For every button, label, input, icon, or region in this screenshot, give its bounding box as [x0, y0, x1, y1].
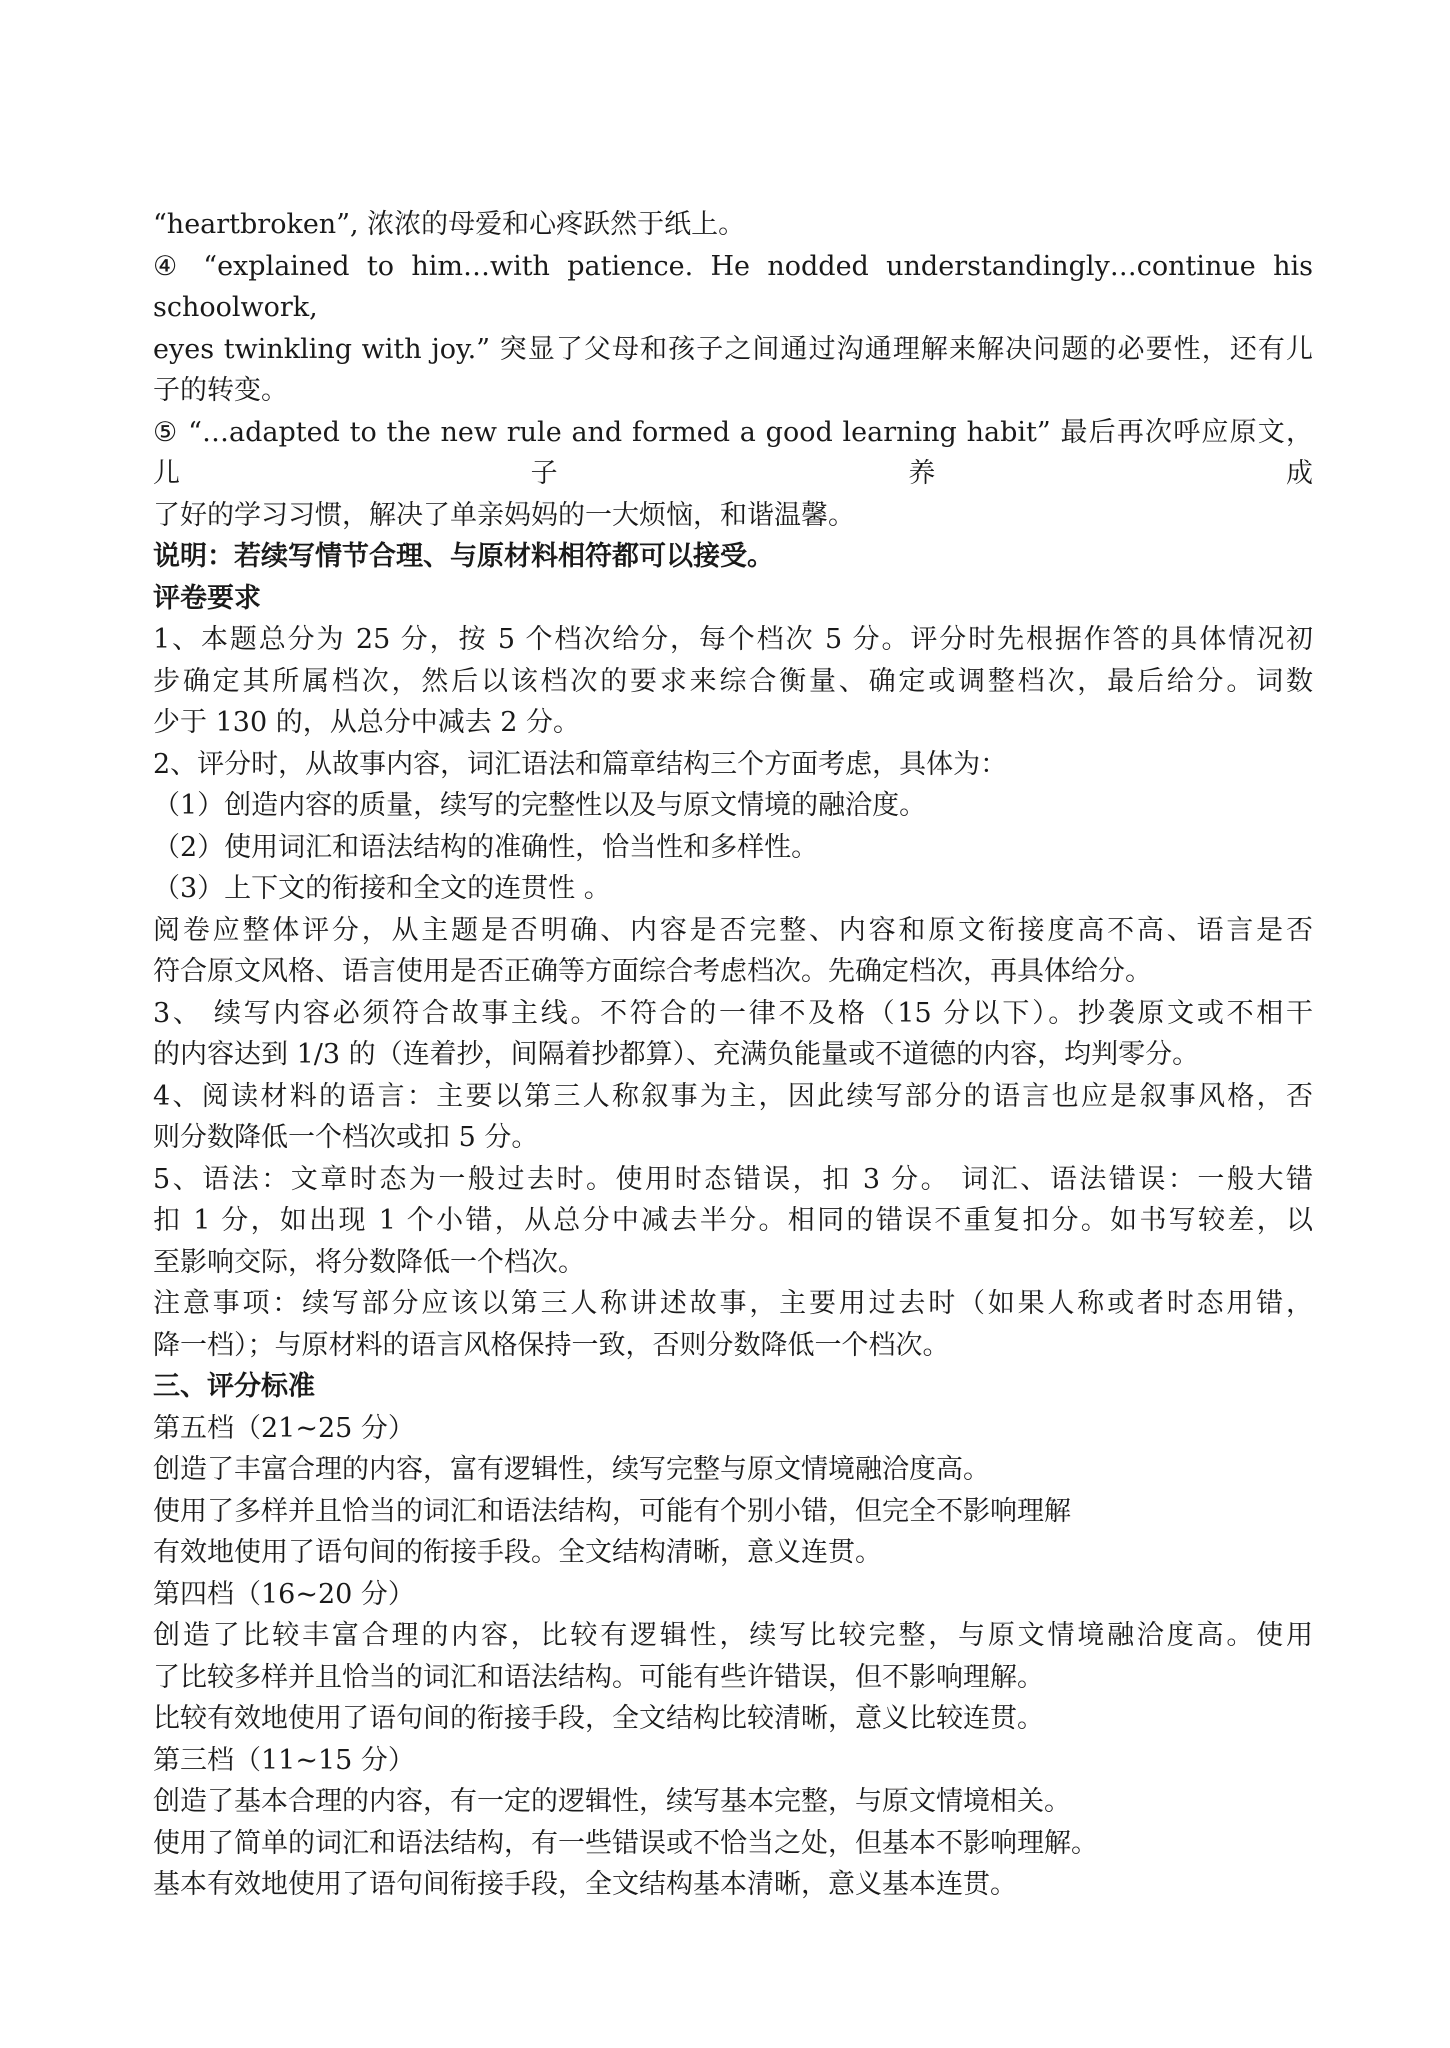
tier-4-line-2: 了比较多样并且恰当的词汇和语法结构。可能有些许错误，但不影响理解。 [153, 1661, 1044, 1693]
answer-item-4-line-3: 子的转变。 [153, 375, 288, 406]
overall-scoring-line-1: 阅卷应整体评分，从主题是否明确、内容是否完整、内容和原文衔接度高不高、语言是否 [153, 914, 1313, 946]
document-page [153, 204, 1313, 1906]
grading-requirements-heading: 评卷要求 [153, 582, 261, 614]
requirement-5-line-1: 5、语法：文章时态为一般过去时。使用时态错误，扣 3 分。 词汇、语法错误：一般大错 [153, 1163, 1313, 1195]
requirement-5-line-2: 扣 1 分，如出现 1 个小错，从总分中减去半分。相同的错误不重复扣分。如书写较差，以 [153, 1205, 1313, 1236]
tier-5-title: 第五档（21~25 分） [153, 1412, 415, 1444]
requirement-2-item-3: （3）上下文的衔接和全文的连贯性 。 [153, 873, 611, 904]
answer-continuation-line: “heartbroken”, 浓浓的母爱和心疼跃然于纸上。 [153, 209, 746, 240]
tier-5-line-2: 使用了多样并且恰当的词汇和语法结构，可能有个别小错，但完全不影响理解 [153, 1495, 1071, 1527]
tier-3-line-3: 基本有效地使用了语句间衔接手段，全文结构基本清晰，意义基本连贯。 [153, 1869, 1017, 1900]
answer-item-4-line-2: eyes twinkling with joy.” 突显了父母和孩子之间通过沟通理解来解决问题的必要性，还有儿 [153, 333, 1313, 365]
requirement-1-line-1: 1、本题总分为 25 分，按 5 个档次给分，每个档次 5 分。评分时先根据作答的具体情况初 [153, 624, 1313, 655]
tier-3-title: 第三档（11~15 分） [153, 1744, 415, 1776]
tier-4-title: 第四档（16~20 分） [153, 1578, 415, 1610]
note-statement: 说明：若续写情节合理、与原材料相符都可以接受。 [153, 541, 774, 572]
requirement-4-line-2: 则分数降低一个档次或扣 5 分。 [153, 1122, 539, 1153]
requirement-1-line-2: 步确定其所属档次，然后以该档次的要求来综合衡量、确定或调整档次，最后给分。词数 [153, 665, 1313, 697]
tier-4-line-1: 创造了比较丰富合理的内容，比较有逻辑性，续写比较完整，与原文情境融洽度高。使用 [153, 1620, 1313, 1651]
tier-3-line-1: 创造了基本合理的内容，有一定的逻辑性，续写基本完整，与原文情境相关。 [153, 1786, 1071, 1817]
tier-3-line-2: 使用了简单的词汇和语法结构，有一些错误或不恰当之处，但基本不影响理解。 [153, 1827, 1098, 1859]
requirement-5-line-3: 至影响交际，将分数降低一个档次。 [153, 1246, 585, 1278]
requirement-3-line-2: 的内容达到 1/3 的（连着抄，间隔着抄都算）、充满负能量或不道德的内容，均判零分。 [153, 1039, 1200, 1070]
tier-4-line-3: 比较有效地使用了语句间的衔接手段，全文结构比较清晰，意义比较连贯。 [153, 1703, 1044, 1734]
tier-5-line-3: 有效地使用了语句间的衔接手段。全文结构清晰，意义连贯。 [153, 1537, 882, 1568]
answer-item-5-line-1: ⑤ “…adapted to the new rule and formed a good learning habit” 最后再次呼应原文，儿子养成 [153, 416, 1313, 489]
overall-scoring-line-2: 符合原文风格、语言使用是否正确等方面综合考虑档次。先确定档次，再具体给分。 [153, 956, 1152, 987]
scoring-standards-heading: 三、评分标准 [153, 1371, 315, 1402]
tier-5-line-1: 创造了丰富合理的内容，富有逻辑性，续写完整与原文情境融洽度高。 [153, 1454, 990, 1485]
notice-line-2: 降一档）；与原材料的语言风格保持一致，否则分数降低一个档次。 [153, 1329, 950, 1361]
requirement-4-line-1: 4、阅读材料的语言：主要以第三人称叙事为主，因此续写部分的语言也应是叙事风格，否 [153, 1080, 1313, 1112]
requirement-3-line-1: 3、 续写内容必须符合故事主线。不符合的一律不及格（15 分以下）。抄袭原文或不相干 [153, 997, 1313, 1029]
requirement-1-line-3: 少于 130 的，从总分中减去 2 分。 [153, 707, 581, 738]
requirement-2-item-2: （2）使用词汇和语法结构的准确性，恰当性和多样性。 [153, 831, 819, 863]
notice-line-1: 注意事项：续写部分应该以第三人称讲述故事，主要用过去时（如果人称或者时态用错， [153, 1288, 1313, 1319]
requirement-2-item-1: （1）创造内容的质量，续写的完整性以及与原文情境的融洽度。 [153, 790, 927, 821]
answer-item-5-line-2: 了好的学习习惯，解决了单亲妈妈的一大烦恼，和谐温馨。 [153, 499, 855, 531]
requirement-2: 2、评分时，从故事内容，词汇语法和篇章结构三个方面考虑，具体为： [153, 748, 1008, 780]
answer-item-4-line-1: ④ “explained to him…with patience. He nodded understandingly…continue his schoolwork, [153, 250, 1313, 323]
